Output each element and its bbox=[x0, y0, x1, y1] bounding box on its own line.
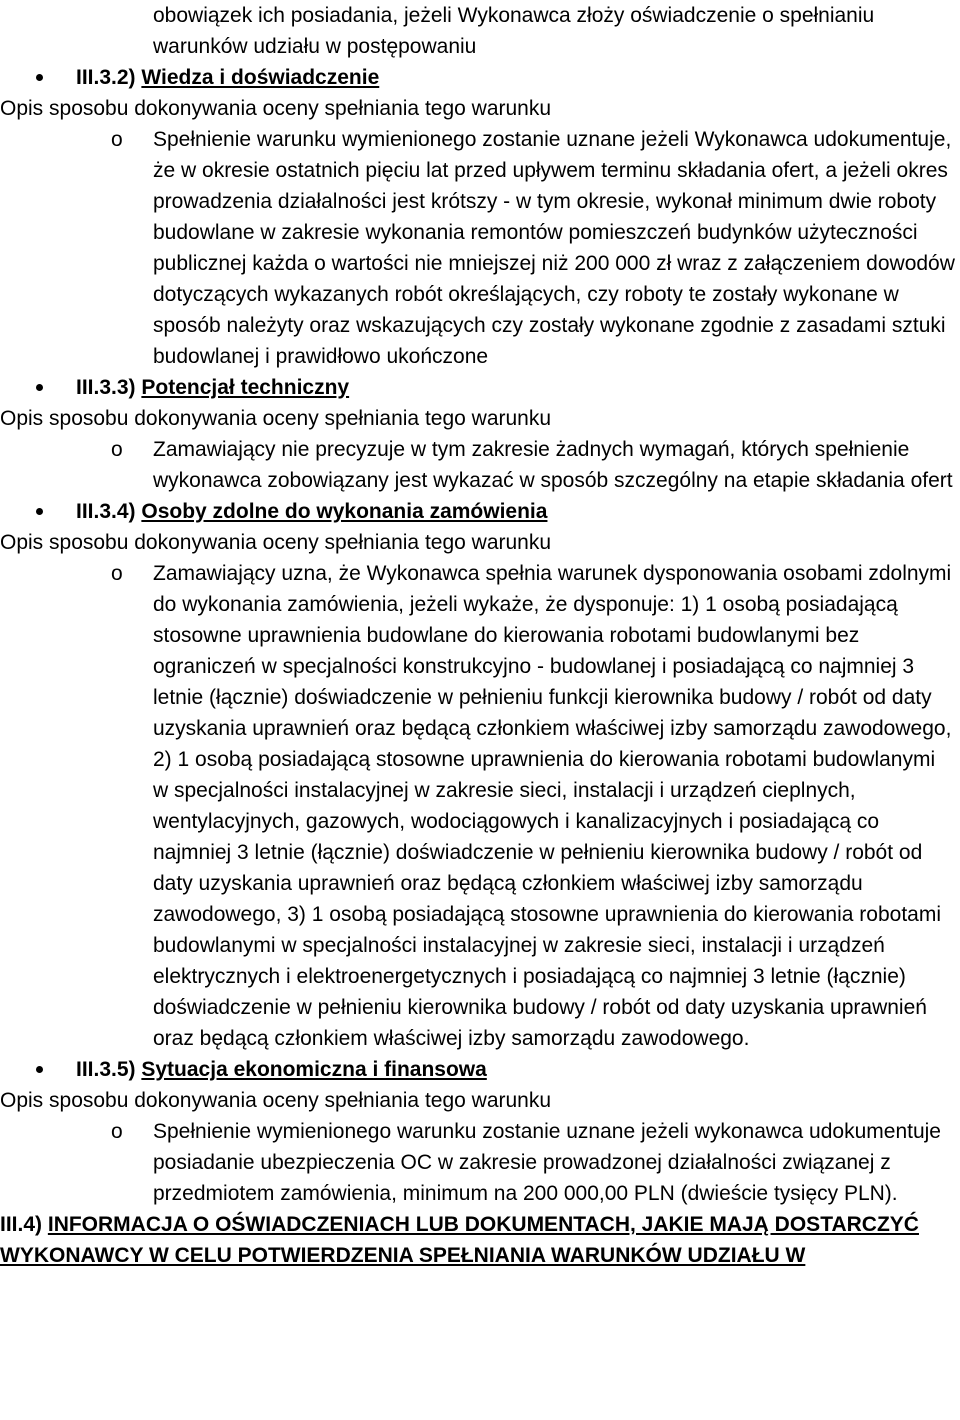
opis-label: Opis sposobu dokonywania oceny spełniania tego warunku bbox=[0, 1089, 552, 1112]
item-text: Spełnienie wymienionego warunku zostanie uznane jeżeli wykonawca udokumentuje posiadanie ubezpieczenia OC w zakresie prowadzonej działalności związanej z przedmiotem zamówienia, minimum na 200 000,00 PLN (dwieście tysięcy PLN). bbox=[153, 1120, 941, 1205]
item-title: Sytuacja ekonomiczna i finansowa bbox=[141, 1058, 487, 1081]
item-heading-sytuacja bbox=[76, 1054, 956, 1085]
item-number: III.3.2) bbox=[76, 66, 136, 89]
item-description bbox=[111, 434, 956, 496]
list-marker: o bbox=[111, 1120, 123, 1143]
opis-label: Opis sposobu dokonywania oceny spełniania tego warunku bbox=[0, 97, 552, 120]
item-heading-osoby bbox=[76, 496, 956, 527]
item-description bbox=[111, 1116, 956, 1209]
item-number: III.3.5) bbox=[76, 1058, 136, 1081]
item-title: Wiedza i doświadczenie bbox=[141, 66, 380, 89]
item-description bbox=[111, 124, 956, 372]
item-number: III.3.4) bbox=[76, 500, 136, 523]
item-text: Spełnienie warunku wymienionego zostanie uznane jeżeli Wykonawca udokumentuje, że w okresie ostatnich pięciu lat przed upływem terminu składania ofert, a jeżeli okres prowadzenia działalności jest krótszy - w tym okresie, wykonał minimum dwie roboty budowlane w zakresie wykonania remontów pomieszczeń budynków użyteczności publicznej każda o wartości nie mniejszej niż 200 000 zł wraz z załączeniem dowodów dotyczących wykazanych robót określających, czy roboty te zostały wykonane w sposób należyty oraz wskazujących czy zostały wykonane zgodnie z zasadami sztuki budowlanej i prawidłowo ukończone bbox=[153, 128, 955, 368]
section-title: INFORMACJA O OŚWIADCZENIACH LUB DOKUMENTACH, JAKIE MAJĄ DOSTARCZYĆ WYKONAWCY W CELU POTWIERDZENIA SPEŁNIANIA WARUNKÓW UDZIAŁU W bbox=[0, 1213, 919, 1267]
item-heading-wiedza bbox=[76, 62, 956, 93]
item-number: III.3.3) bbox=[76, 376, 136, 399]
opis-label: Opis sposobu dokonywania oceny spełniania tego warunku bbox=[0, 407, 552, 430]
item-description bbox=[111, 558, 956, 1054]
item-title: Osoby zdolne do wykonania zamówienia bbox=[141, 500, 548, 523]
item-text: Zamawiający nie precyzuje w tym zakresie żadnych wymagań, których spełnienie wykonawca zobowiązany jest wykazać w sposób szczególny na etapie składania ofert bbox=[153, 438, 953, 492]
list-marker: o bbox=[111, 438, 123, 461]
section-heading bbox=[0, 1209, 956, 1271]
item-text: Zamawiający uzna, że Wykonawca spełnia warunek dysponowania osobami zdolnymi do wykonania zamówienia, jeżeli wykaże, że dysponuje: 1) 1 osobą posiadającą stosowne uprawnienia budowlane do kierowania robotami budowlanymi bez ograniczeń w specjalności konstrukcyjno - budowlanej i posiadającą co najmniej 3 letnie (łącznie) doświadczenie w pełnieniu funkcji kierownika budowy / robót od daty uzyskania uprawnień oraz będącą członkiem właściwej izby samorządu zawodowego, 2) 1 osobą posiadającą stosowne uprawnienia do kierowania robotami budowlanymi w specjalności instalacyjnej w zakresie sieci, instalacji i urządzeń cieplnych, wentylacyjnych, gazowych, wodociągowych i kanalizacyjnych i posiadającą co najmniej 3 letnie (łącznie) doświadczenie w pełnieniu kierownika budowy / robót od daty uzyskania uprawnień oraz będącą członkiem właściwej izby samorządu zawodowego, 3) 1 osobą posiadającą stosowne uprawnienia do kierowania robotami budowlanymi w specjalności instalacyjnej w zakresie sieci, instalacji i urządzeń elektrycznych i elektroenergetycznych i posiadającą co najmniej 3 letnie (łącznie) doświadczenie w pełnieniu kierownika budowy / robót od daty uzyskania uprawnień oraz będącą członkiem właściwej izby samorządu zawodowego. bbox=[153, 562, 952, 1050]
item-title: Potencjał techniczny bbox=[141, 376, 350, 399]
list-marker: o bbox=[111, 128, 123, 151]
section-number: III.4) bbox=[0, 1213, 43, 1236]
opis-label: Opis sposobu dokonywania oceny spełniania tego warunku bbox=[0, 531, 552, 554]
list-marker: o bbox=[111, 562, 123, 585]
item-heading-potencjal bbox=[76, 372, 956, 403]
intro-continuation: obowiązek ich posiadania, jeżeli Wykonawca złoży oświadczenie o spełnianiu warunków udziału w postępowaniu bbox=[153, 4, 875, 58]
